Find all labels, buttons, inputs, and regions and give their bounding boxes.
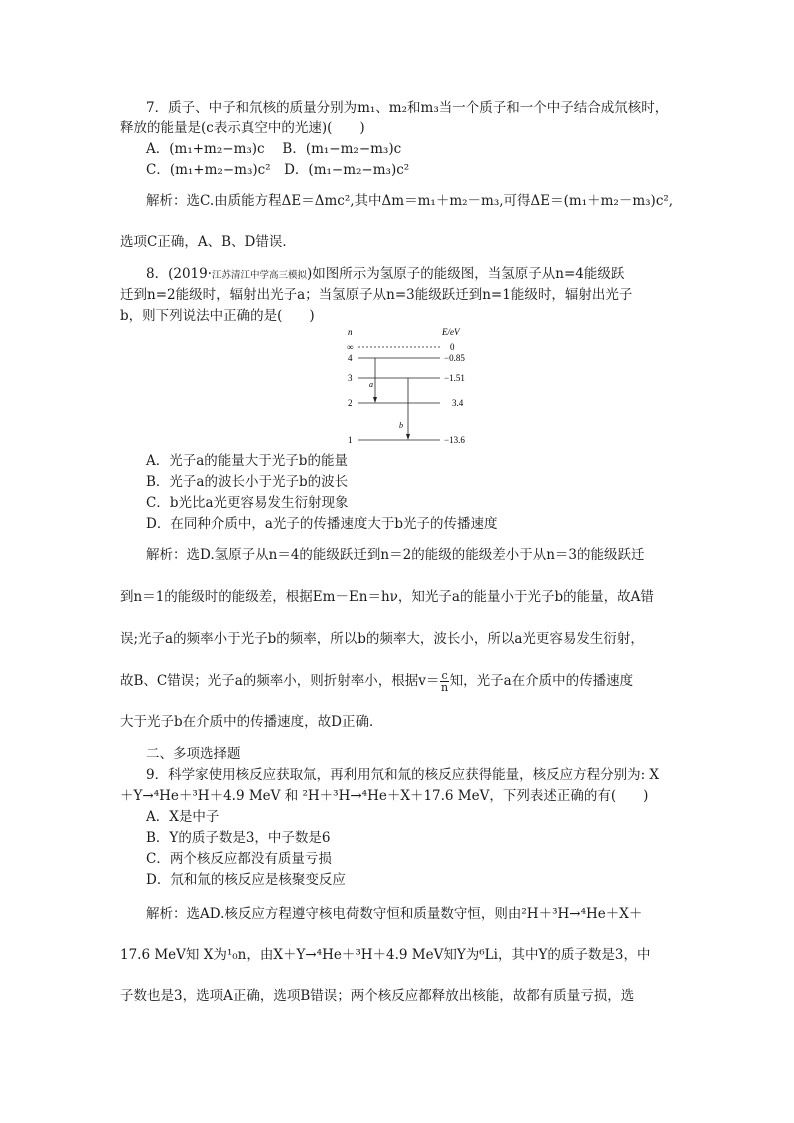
level-3-n: 3 (348, 373, 353, 383)
q8-option-c: C．b光比a光更容易发生衍射现象 (146, 495, 349, 511)
level-4-n: 4 (348, 353, 353, 363)
q8-stem-line2: 迁到n=2能级时，辐射出光子a；当氢原子从n=3能级跃迁到n=1能级时，辐射出光子 (120, 287, 633, 303)
speed-fraction (440, 670, 448, 693)
q8-option-a: A．光子a的能量大于光子b的能量 (146, 453, 348, 469)
q9-answer-line3: 子数也是3，选项A正确，选项B错误；两个核反应都释放出核能，故都有质量亏损，选 (120, 988, 635, 1004)
level-3-energy: −1.51 (444, 373, 465, 383)
q8-stem-rest: )如图所示为氢原子的能级图，当氢原子从n=4能级跃 (307, 266, 625, 282)
level-2-energy: 3.4 (452, 398, 464, 408)
transition-a-arrowhead (373, 397, 377, 403)
transition-b-label: b (399, 421, 403, 430)
q7-options-cd: C．(m₁+m₂−m₃)c² D．(m₁−m₂−m₃)c² (146, 162, 410, 178)
level-2-n: 2 (348, 398, 353, 408)
q9-option-b: B．Y的质子数是3，中子数是6 (146, 830, 331, 846)
q8-stem-line1 (146, 265, 624, 285)
q8-stem-prefix: 8．(2019· (146, 266, 213, 282)
q9-option-c: C．两个核反应都没有质量亏损 (146, 851, 332, 867)
level-1-energy: −13.6 (444, 435, 465, 445)
q9-option-d: D．氘和氚的核反应是核聚变反应 (146, 872, 346, 888)
q8-answer-line4-suffix: 知，光子a在介质中的传播速度 (449, 673, 634, 689)
axis-energy-label: E/eV (442, 327, 460, 337)
q9-stem-line2: ＋Y→⁴He＋³H＋4.9 MeV 和 ²H＋³H→⁴He＋X＋17.6 MeV，下列表述正确的有( ) (120, 788, 649, 804)
q8-answer-line4 (120, 670, 633, 693)
q7-options-ab: A．(m₁+m₂−m₃)c B．(m₁−m₂−m₃)c (146, 141, 402, 157)
q9-answer-line1: 解析：选AD.核反应方程遵守核电荷数守恒和质量数守恒，则由²H＋³H→⁴He＋X＋ (146, 906, 643, 922)
axis-n-label: n (348, 327, 353, 337)
level-inf-energy: 0 (450, 342, 455, 352)
q8-stem-line3: b，则下列说法中正确的是( ) (120, 308, 315, 324)
q7-stem-line2: 释放的能量是(c表示真空中的光速)( ) (120, 120, 365, 136)
q8-option-b: B．光子a的波长小于光子b的波长 (146, 474, 349, 490)
q9-answer-line2: 17.6 MeV知 X为¹₀n，由X＋Y→⁴He＋³H＋4.9 MeV知Y为⁶Li，其中Y的质子数是3，中 (120, 947, 651, 963)
q8-option-d: D．在同种介质中，a光子的传播速度大于b光子的传播速度 (146, 516, 498, 532)
q8-answer-line1: 解析：选D.氢原子从n＝4的能级跃迁到n＝2的能级的能级差小于从n＝3的能级跃迁 (146, 547, 645, 563)
q8-source: 江苏清江中学高三模拟 (212, 270, 308, 281)
q7-answer-line1: 解析：选C.由质能方程ΔE＝Δmc²,其中Δm＝m₁＋m₂－m₃,可得ΔE＝(m₁＋m₂－m₃)c², (146, 193, 674, 209)
level-4-energy: −0.85 (444, 353, 465, 363)
level-1-n: 1 (348, 435, 353, 445)
q9-option-a: A．X是中子 (146, 809, 220, 825)
q7-answer-line2: 选项C正确，A、B、D错误． (120, 234, 296, 250)
transition-b-arrowhead (406, 434, 410, 440)
q8-answer-line4-prefix: 故B、C错误；光子a的频率小，则折射率小，根据v＝ (120, 673, 440, 689)
q8-answer-line5: 大于光子b在介质中的传播速度，故D正确． (120, 714, 383, 730)
energy-level-diagram (340, 326, 480, 448)
fraction-denominator: n (440, 681, 449, 694)
q7-stem-line1: 7．质子、中子和氘核的质量分别为m₁、m₂和m₃当一个质子和一个中子结合成氘核时， (146, 100, 669, 116)
q9-stem-line1: 9．科学家使用核反应获取氚，再利用氘和氚的核反应获得能量，核反应方程分别为: X (146, 767, 660, 783)
fraction-numerator: c (441, 669, 448, 682)
level-inf-n: ∞ (347, 342, 354, 352)
section-title-multiple-choice: 二、多项选择题 (146, 746, 241, 762)
transition-a-label: a (369, 380, 373, 389)
q8-answer-line3: 误;光子a的频率小于光子b的频率，所以b的频率大，波长小，所以a光更容易发生衍射， (120, 631, 644, 647)
q8-answer-line2: 到n＝1的能级时的能级差，根据Em－En＝hν，知光子a的能量小于光子b的能量，故A错 (120, 589, 654, 605)
